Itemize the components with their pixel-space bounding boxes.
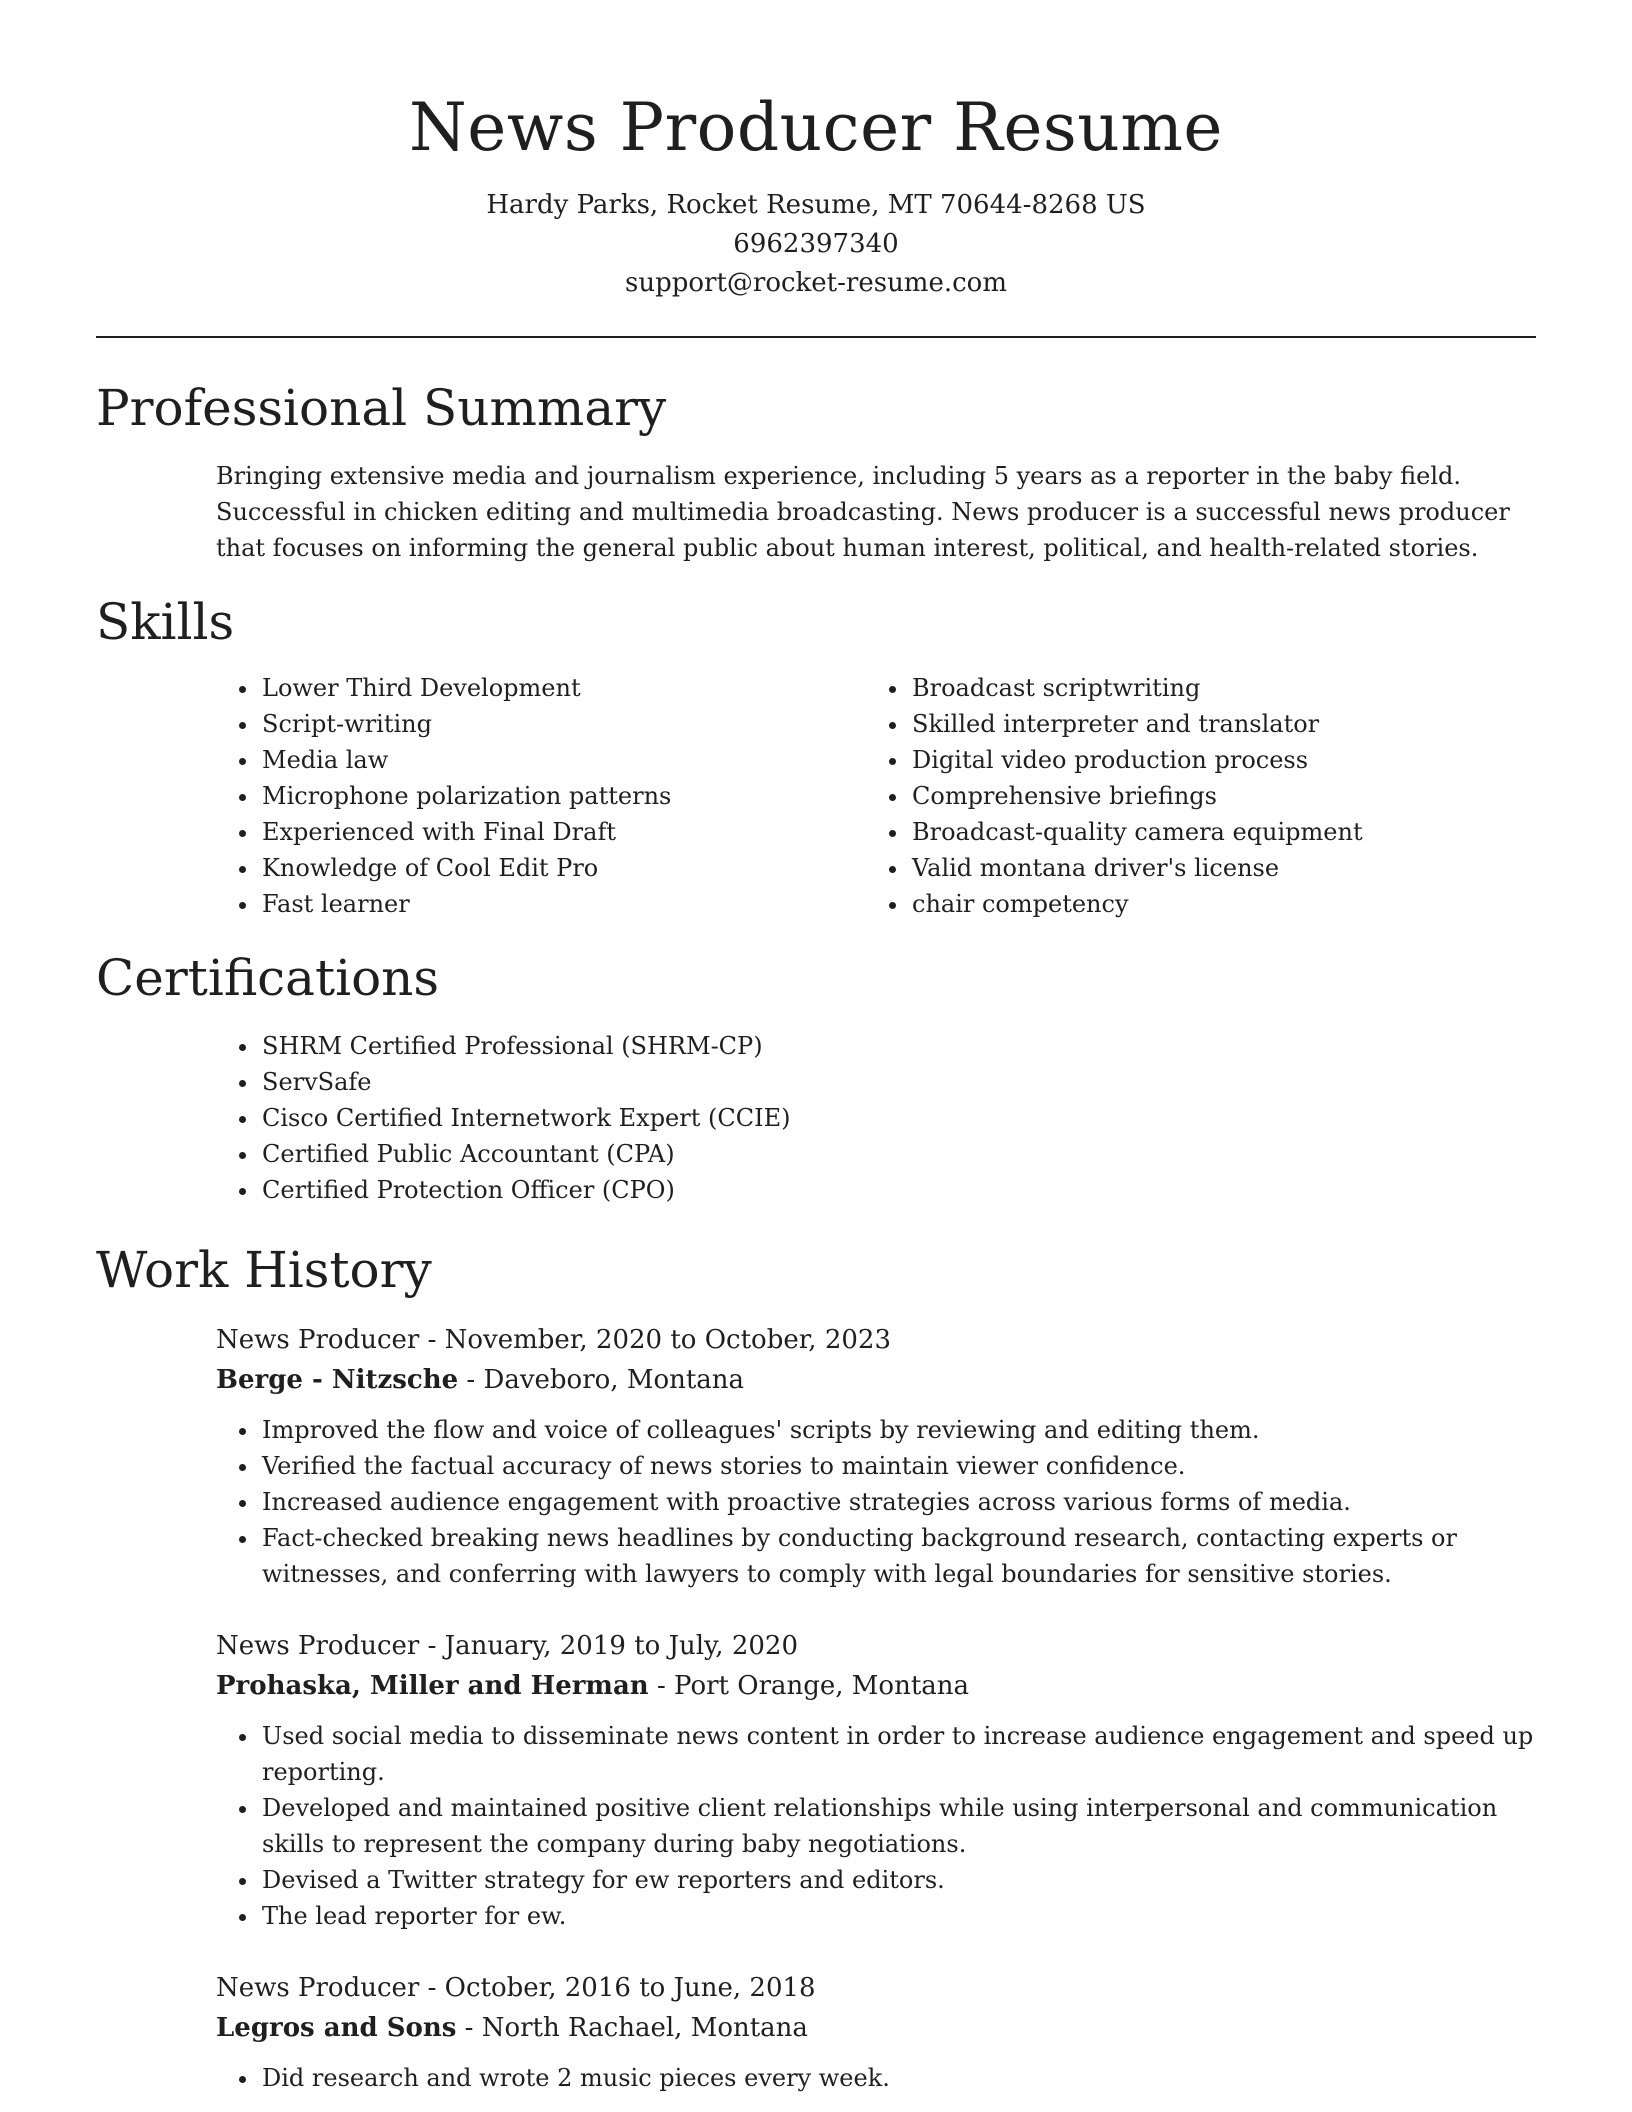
job-company-line	[216, 1360, 1536, 1400]
skill-item: • Knowledge of Cool Edit Pro	[260, 850, 866, 886]
job-title-line	[216, 1626, 1536, 1666]
job-title: News Producer	[216, 1325, 420, 1355]
job-title-line	[216, 1320, 1536, 1360]
job-company: Legros and Sons	[216, 2013, 457, 2043]
section-heading: Skills	[96, 593, 235, 651]
skill-item: • chair competency	[910, 886, 1530, 922]
job-bullet: • Devised a Twitter strategy for ew reporters and editors.	[260, 1862, 1536, 1898]
job-location: - Daveboro, Montana	[458, 1365, 745, 1395]
job-company-line	[216, 1666, 1536, 1706]
job-company-line	[216, 2008, 1536, 2048]
summary-text: Bringing extensive media and journalism experience, including 5 years as a reporter in the baby field. Successful in chicken editing and multimedia broadcasting. News producer is a successful news producer that focuses on informing the general public about human interest, political, and health-related stories.	[216, 462, 1510, 562]
job-company: Prohaska, Miller and Herman	[216, 1671, 649, 1701]
job-company: Berge - Nitzsche	[216, 1365, 459, 1395]
skill-item: • Comprehensive briefings	[910, 778, 1530, 814]
job-dates: - November, 2020 to October, 2023	[419, 1325, 891, 1355]
job-bullet: • Used social media to disseminate news content in order to increase audience engagement and speed up reporting.	[260, 1718, 1536, 1790]
job-bullet-list	[216, 1718, 1536, 1934]
job-bullet: • Fact-checked breaking news headlines by conducting background research, contacting experts or witnesses, and conferring with lawyers to comply with legal boundaries for sensitive stories.	[260, 1520, 1536, 1592]
skills-list-left	[216, 670, 866, 922]
job-bullet: • Developed and maintained positive client relationships while using interpersonal and communication skills to represent the company during baby negotiations.	[260, 1790, 1536, 1862]
skill-item: • Skilled interpreter and translator	[910, 706, 1530, 742]
job-bullet: • Increased audience engagement with proactive strategies across various forms of media.	[260, 1484, 1536, 1520]
certification-item: • ServSafe	[260, 1064, 1536, 1100]
contact-address: Hardy Parks, Rocket Resume, MT 70644-8268 US	[486, 190, 1146, 220]
resume-title: News Producer Resume	[409, 89, 1223, 166]
job-bullet: • Improved the flow and voice of colleagues' scripts by reviewing and editing them.	[260, 1412, 1536, 1448]
professional-summary-section	[96, 376, 1536, 566]
skill-item: • Valid montana driver's license	[910, 850, 1530, 886]
section-heading: Professional Summary	[96, 379, 667, 437]
job-dates: - October, 2016 to June, 2018	[419, 1973, 816, 2003]
job-bullet: • The lead reporter for ew.	[260, 1898, 1536, 1934]
job-entry	[216, 1320, 1536, 1592]
work-history-section	[96, 1238, 1536, 2096]
job-title: News Producer	[216, 1973, 420, 2003]
certification-item: • Cisco Certified Internetwork Expert (CCIE)	[260, 1100, 1536, 1136]
resume-header	[96, 0, 1536, 303]
skill-item: • Broadcast scriptwriting	[910, 670, 1530, 706]
skill-item: • Experienced with Final Draft	[260, 814, 866, 850]
contact-block	[96, 186, 1536, 303]
contact-phone: 6962397340	[733, 229, 899, 259]
certifications-section	[96, 946, 1536, 1208]
certification-item: • Certified Public Accountant (CPA)	[260, 1136, 1536, 1172]
job-dates: - January, 2019 to July, 2020	[419, 1631, 798, 1661]
section-heading: Certifications	[96, 949, 440, 1007]
job-entry	[216, 1968, 1536, 2096]
section-heading: Work History	[96, 1241, 432, 1299]
job-title: News Producer	[216, 1631, 420, 1661]
job-bullet: • Verified the factual accuracy of news stories to maintain viewer confidence.	[260, 1448, 1536, 1484]
skill-item: • Lower Third Development	[260, 670, 866, 706]
job-bullet: • Did research and wrote 2 music pieces every week.	[260, 2060, 1536, 2096]
skill-item: • Media law	[260, 742, 866, 778]
job-title-line	[216, 1968, 1536, 2008]
contact-email: support@rocket-resume.com	[624, 268, 1007, 298]
job-bullet-list	[216, 1412, 1536, 1592]
skills-section	[96, 590, 1536, 922]
resume-page	[96, 0, 1536, 2112]
header-divider	[96, 336, 1536, 338]
skill-item: • Fast learner	[260, 886, 866, 922]
skill-item: • Digital video production process	[910, 742, 1530, 778]
skill-item: • Microphone polarization patterns	[260, 778, 866, 814]
job-entry	[216, 1626, 1536, 1934]
skill-item: • Script-writing	[260, 706, 866, 742]
job-location: - Port Orange, Montana	[648, 1671, 970, 1701]
certification-item: • SHRM Certified Professional (SHRM-CP)	[260, 1028, 1536, 1064]
skill-item: • Broadcast-quality camera equipment	[910, 814, 1530, 850]
skills-list-right	[866, 670, 1530, 922]
job-bullet-list	[216, 2060, 1536, 2096]
job-location: - North Rachael, Montana	[456, 2013, 808, 2043]
certification-item: • Certified Protection Officer (CPO)	[260, 1172, 1536, 1208]
skills-columns	[216, 670, 1536, 922]
certification-list	[216, 1028, 1536, 1208]
